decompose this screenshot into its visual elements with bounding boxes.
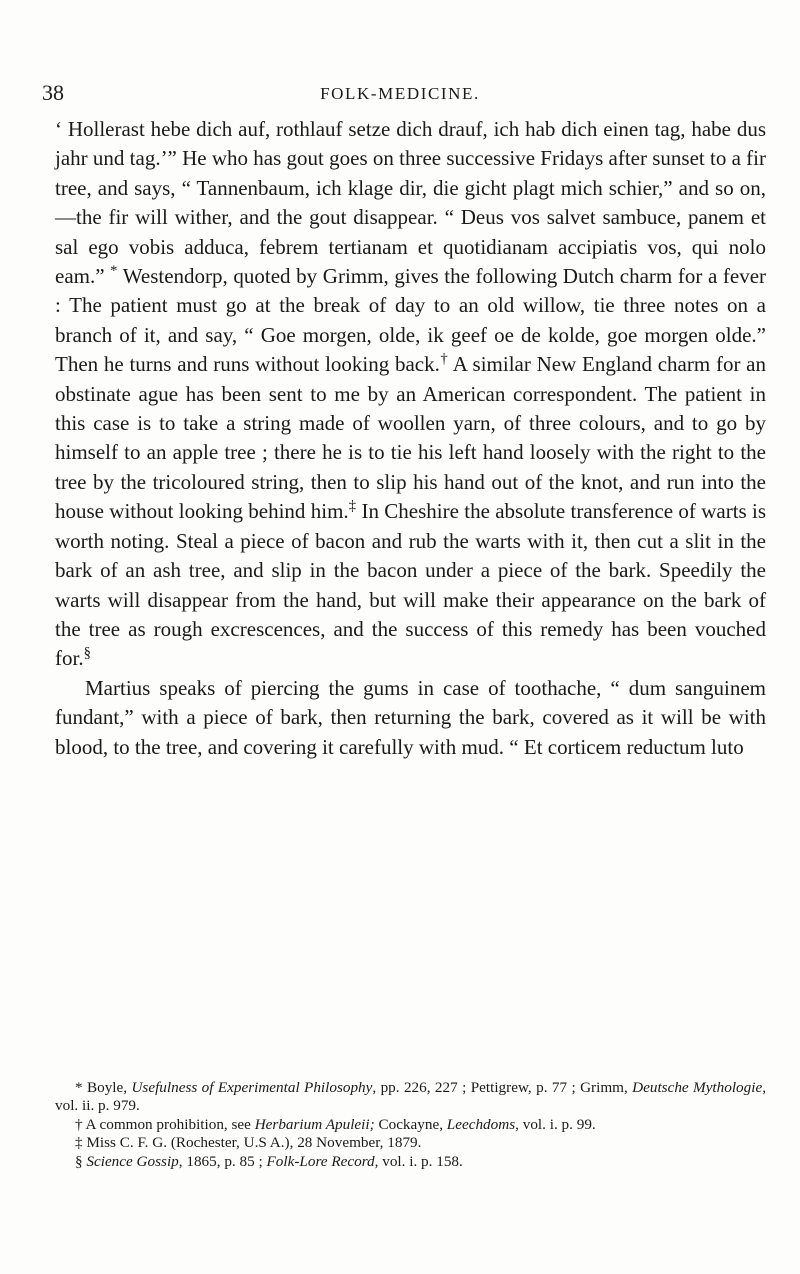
footnote-marker: ‡ bbox=[348, 498, 357, 515]
footnotes bbox=[55, 1079, 766, 1171]
italic-text: Leechdoms bbox=[446, 1115, 516, 1133]
footnote-marker: † bbox=[439, 351, 449, 368]
text-run: Westendorp, quoted by Grimm, gives the following Dutch charm for a fever : The patient must go at the break of day to an old willow, tie three notes on a branch of it, and say, “ Goe morgen, olde, ik geef oe de kolde, goe morgen olde.” Then he turns and runs without looking back. bbox=[55, 264, 767, 377]
body-text bbox=[55, 115, 766, 762]
footnote bbox=[55, 1153, 766, 1171]
italic-text: Science Gossip bbox=[86, 1152, 179, 1170]
italic-text: Deutsche Mythologie bbox=[632, 1079, 763, 1096]
running-head: FOLK-MEDICINE. bbox=[320, 84, 480, 103]
footnote-marker: § bbox=[83, 645, 91, 662]
text-run: A similar New England charm for an obstinate ague has been sent to me by an American correspondent. The patient in this case is to take a string made of woollen yarn, of three colours, and to go by himself to an apple tree ; there he is to tie his left hand loosely with the right to the tree by the tricoloured string, then to slip his hand out of the knot, and run into the house without looking behind him. bbox=[55, 352, 766, 524]
text-run: , vol. i. p. 99. bbox=[515, 1115, 596, 1133]
text-run: § bbox=[75, 1152, 87, 1170]
footnote bbox=[55, 1116, 766, 1134]
page-number: 38 bbox=[42, 80, 64, 105]
text-run: , pp. 226, 227 ; Pettigrew, p. 77 ; Grimm, bbox=[372, 1079, 633, 1096]
text-run: In Cheshire the absolute transference of warts is worth noting. Steal a piece of bacon and rub the warts with it, then cut a slit in the bark of an ash tree, and slip in the bacon under a piece of the bark. Speedily the warts will disappear from the hand, but will make their appearance on the bark of the tree as rough excrescences, and the success of this remedy has been vouched for. bbox=[55, 499, 767, 671]
footnote-marker: * bbox=[110, 263, 118, 280]
footnote bbox=[55, 1079, 766, 1116]
paragraph bbox=[55, 674, 766, 762]
page-header bbox=[0, 78, 800, 108]
italic-text: Herbarium Apuleii; bbox=[254, 1115, 375, 1133]
text-run: ‘ Hollerast hebe dich auf, rothlauf setze dich drauf, ich hab dich einen tag, habe dus jahr und tag.’” He who has gout goes on three successive Fridays after sunset to a fir tree, and says, “ Tannenbaum, ich klage dir, die gicht plagt mich schier,” and so on,—the fir will wither, and the gout disappear. “ Deus vos salvet sambuce, panem et sal ego vobis adduca, febrem tertianam et quotidianam accipiatis vos, qui nolo eam.” bbox=[55, 117, 766, 289]
text-run: * Boyle, bbox=[75, 1079, 132, 1096]
italic-text: Usefulness of Experimental Philosophy bbox=[131, 1079, 373, 1096]
text-run: , vol. ii. p. 979. bbox=[55, 1079, 767, 1115]
italic-text: Folk-Lore Record bbox=[266, 1152, 375, 1170]
text-run: , 1865, p. 85 ; bbox=[178, 1152, 267, 1170]
text-run: ‡ Miss C. F. G. (Rochester, U.S A.), 28 November, 1879. bbox=[75, 1134, 422, 1152]
paragraph bbox=[55, 115, 766, 674]
footnote bbox=[55, 1134, 766, 1152]
text-run: Martius speaks of piercing the gums in case of toothache, “ dum sanguinem fundant,” with a piece of bark, then returning the bark, covered as it will be with blood, to the tree, and covering it carefully with mud. “ Et corticem reductum luto bbox=[55, 675, 766, 759]
text-run: , vol. i. p. 158. bbox=[374, 1152, 463, 1170]
text-run: Cockayne, bbox=[374, 1115, 447, 1133]
text-run: † A common prohibition, see bbox=[75, 1115, 255, 1133]
